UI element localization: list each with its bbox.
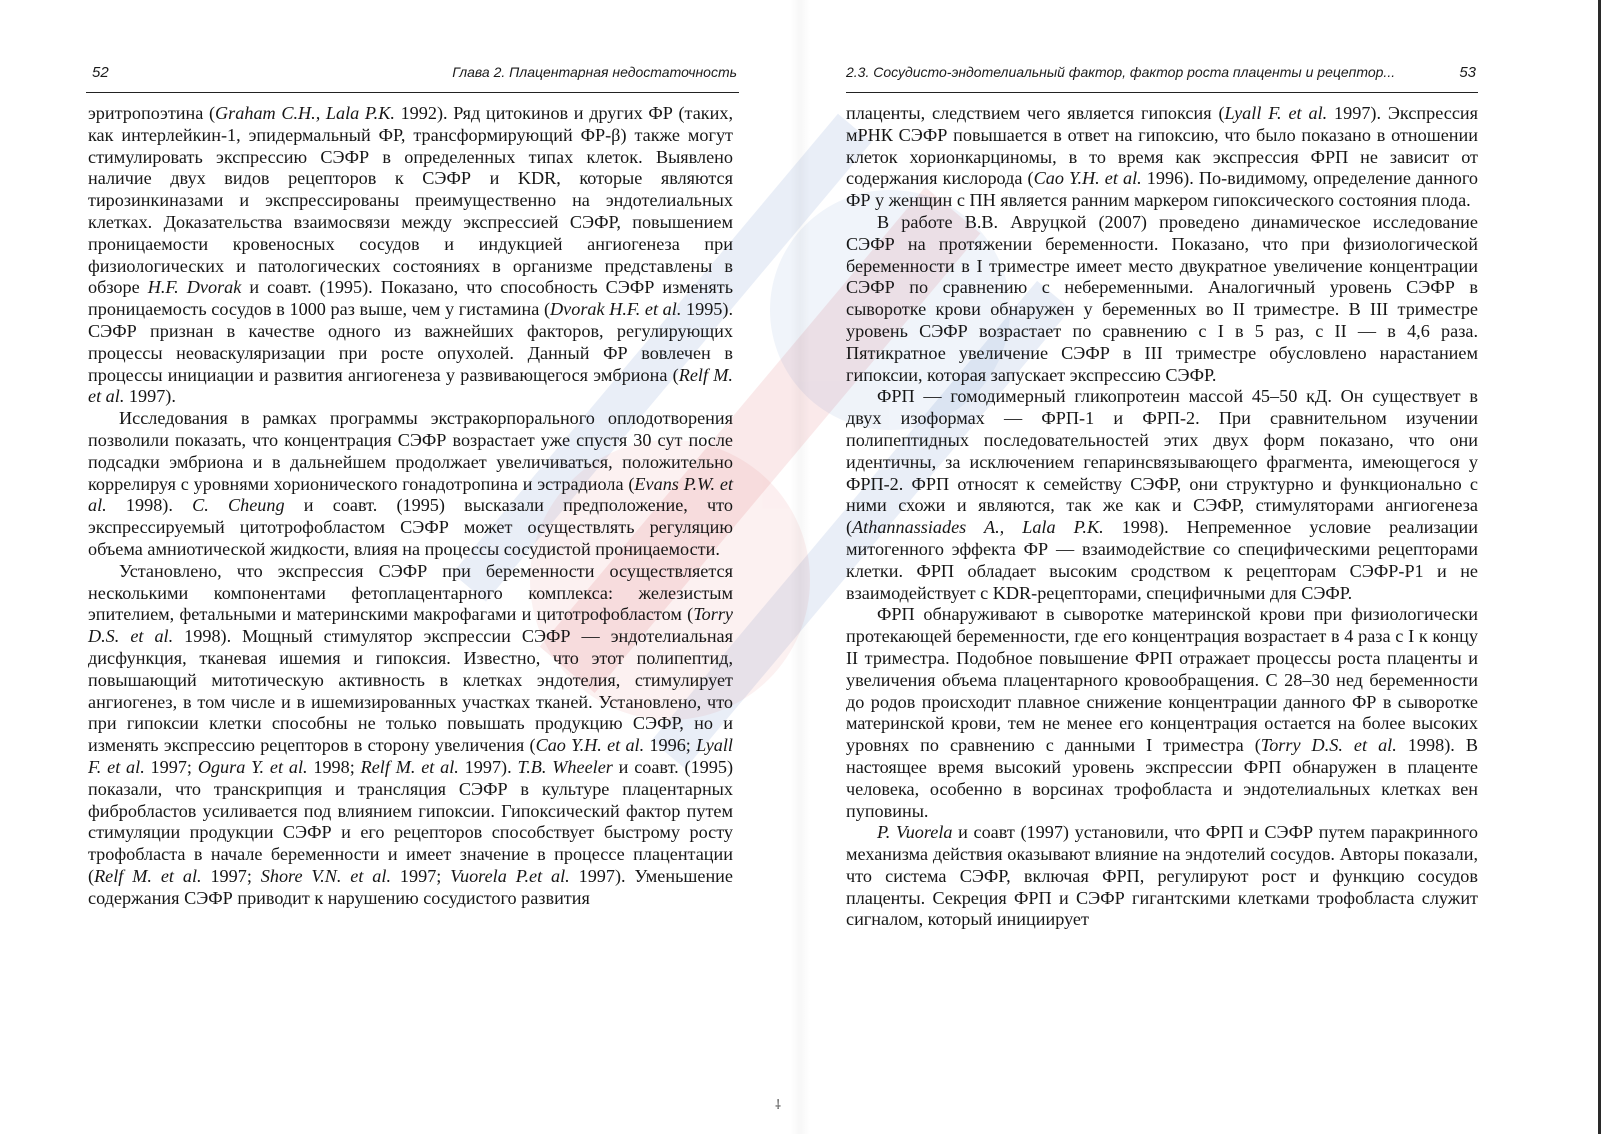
left-page-number: 52	[92, 64, 109, 81]
right-running-title: 2.3. Сосудисто-эндотелиальный фактор, фактор роста плаценты и рецептор...	[846, 64, 1396, 80]
right-paragraph-3: ФРП — гомодимерный гликопротеин массой 45–50 кД. Он существует в двух изоформах — ФРП-1 и ФРП-2. При сравнительном изучении полипептидных последовательностей этих двух форм показано, что они идентичны, за исключением гепаринсвязывающего фрагмента, имеющегося у ФРП-2. ФРП относят к семейству СЭФР, они структурно и функционально с ними схожи и являются, так же как и СЭФР, стимуляторами ангиогенеза (Athannassiades A., Lala P.K. 1998). Непременное условие реализации митогенного эффекта ФР — взаимодействие со специфическими рецепторами клетки. ФРП обладает высоким сродством к рецепторам СЭФР-Р1 и не взаимодействует с KDR-рецепторами, специфичными для СЭФР.	[846, 386, 1479, 603]
right-header-rule	[846, 92, 1478, 93]
right-page	[846, 0, 1478, 1134]
right-paragraph-1: плаценты, следствием чего является гипоксия (Lyall F. et al. 1997). Экспрессия мРНК СЭФР повышается в ответ на гипоксию, что было показано в отношении клеток хорионкарциномы, в то время как экспрессия ФРП не зависит от содержания кислорода (Cao Y.H. et al. 1996). По-видимому, определение данного ФР у женщин с ПН является ранним маркером гипоксического состояния плода.	[846, 103, 1479, 211]
binding-mark: ⸸	[775, 1098, 782, 1113]
left-page	[86, 0, 739, 1134]
left-paragraph-1: эритропоэтина (Graham C.H., Lala P.K. 1992). Ряд цитокинов и других ФР (таких, как интерлейкин-1, эпидермальный ФР, трансформирующий ФР-β) также могут стимулировать экспрессию СЭФР в определенных типах клеток. Выявлено наличие двух видов рецепторов к СЭФР и KDR, которые являются тирозинкиназами и экспрессированы преимущественно на эндотелиальных клетках. Доказательства взаимосвязи между экспрессией СЭФР, повышением проницаемости кровеносных сосудов и индукцией ангиогенеза при физиологических и патологических состояниях в организме представлены в обзоре H.F. Dvorak и соавт. (1995). Показано, что способность СЭФР изменять проницаемость сосудов в 1000 раз выше, чем у гистамина (Dvorak H.F. et al. 1995). СЭФР признан в качестве одного из важнейших факторов, регулирующих процессы неоваскуляризации при росте опухолей. Данный ФР вовлечен в процессы инициации и развития ангиогенеза у развивающегося эмбриона (Relf M. et al. 1997).	[88, 103, 734, 407]
right-running-head	[846, 64, 1478, 84]
right-page-number: 53	[1459, 64, 1476, 81]
right-paragraph-4: ФРП обнаруживают в сыворотке материнской крови при физиологически протекающей беременности, где его концентрация возрастает в 4 раза с I к концу II триместра. Подобное повышение ФРП отражает процессы роста плаценты и увеличения объема плацентарного кровообращения. С 28–30 нед беременности до родов происходит плавное снижение концентрации данного ФР в сыворотке материнской крови, тем не менее его концентрация остается на более высоких уровнях по сравнению с данными I триместра (Torry D.S. et al. 1998). В настоящее время высокий уровень экспрессии ФРП обнаружен в плаценте человека, особенно в ворсинах трофобласта и эндотелиальных клетках вен пуповины.	[846, 604, 1478, 821]
left-running-head	[86, 64, 739, 84]
left-paragraph-2: Исследования в рамках программы экстракорпорального оплодотворения позволили показать, что концентрация СЭФР возрастает уже спустя 30 сут после подсадки эмбриона и в дальнейшем продолжает увеличиваться, положительно коррелируя с уровнями хорионического гонадотропина и эстрадиола (Evans P.W. et al. 1998). C. Cheung и соавт. (1995) высказали предположение, что экспрессируемый цитотрофобластом СЭФР может осуществлять регуляцию объема амниотической жидкости, влияя на процессы сосудистой проницаемости.	[88, 408, 733, 559]
left-body-text	[88, 103, 733, 909]
right-body-text	[846, 103, 1478, 931]
left-header-rule	[86, 92, 739, 93]
left-paragraph-3: Установлено, что экспрессия СЭФР при беременности осуществляется несколькими компонентами фетоплацентарного комплекса: железистым эпителием, фетальными и материнскими макрофагами и цитотрофобластом (Torry D.S. et al. 1998). Мощный стимулятор экспрессии СЭФР — эндотелиальная дисфункция, тканевая ишемия и гипоксия. Известно, что этот полипептид, повышающий митотическую активность в клетках эндотелия, стимулирует ангиогенез, в том числе и в ишемизированных участках тканей. Установлено, что при гипоксии клетки способны не только повышать продукцию СЭФР, но и изменять экспрессию рецепторов в сторону увеличения (Cao Y.H. et al. 1996; Lyall F. et al. 1997; Ogura Y. et al. 1998; Relf M. et al. 1997). T.B. Wheeler и соавт. (1995) показали, что транскрипция и трансляция СЭФР в культуре плацентарных фибробластов усиливается под влиянием гипоксии. Гипоксический фактор путем стимуляции продукции СЭФР и его рецепторов способствует быстрому росту трофобласта в начале беременности и имеет значение в процессе плацентации (Relf M. et al. 1997; Shore V.N. et al. 1997; Vuorela P.et al. 1997). Уменьшение содержания СЭФР приводит к нарушению сосудистого развития	[88, 560, 733, 908]
gutter-shadow	[790, 0, 810, 1134]
right-paragraph-5: P. Vuorela и соавт (1997) установили, что ФРП и СЭФР путем паракринного механизма действия оказывают влияние на эндотелий сосудов. Авторы показали, что система СЭФР, включая ФРП, регулируют рост и функцию сосудов плаценты. Секреция ФРП и СЭФР гигантскими клетками трофобласта служит сигналом, который инициирует	[846, 822, 1478, 930]
left-running-title: Глава 2. Плацентарная недостаточность	[452, 64, 737, 80]
right-paragraph-2: В работе В.В. Авруцкой (2007) проведено динамическое исследование СЭФР на протяжении беременности. Показано, что при физиологической беременности в I триместре имеет место двукратное увеличение концентрации СЭФР по сравнению с небеременными. Аналогичный уровень СЭФР в сыворотке крови обнаружен у беременных во II триместре. В III триместре уровень СЭФР возрастает по сравнению с I в 5 раз, с II — в 4,6 раза. Пятикратное увеличение СЭФР в III триместре обусловлено нарастанием гипоксии, которая запускает экспрессию СЭФР.	[846, 211, 1478, 385]
